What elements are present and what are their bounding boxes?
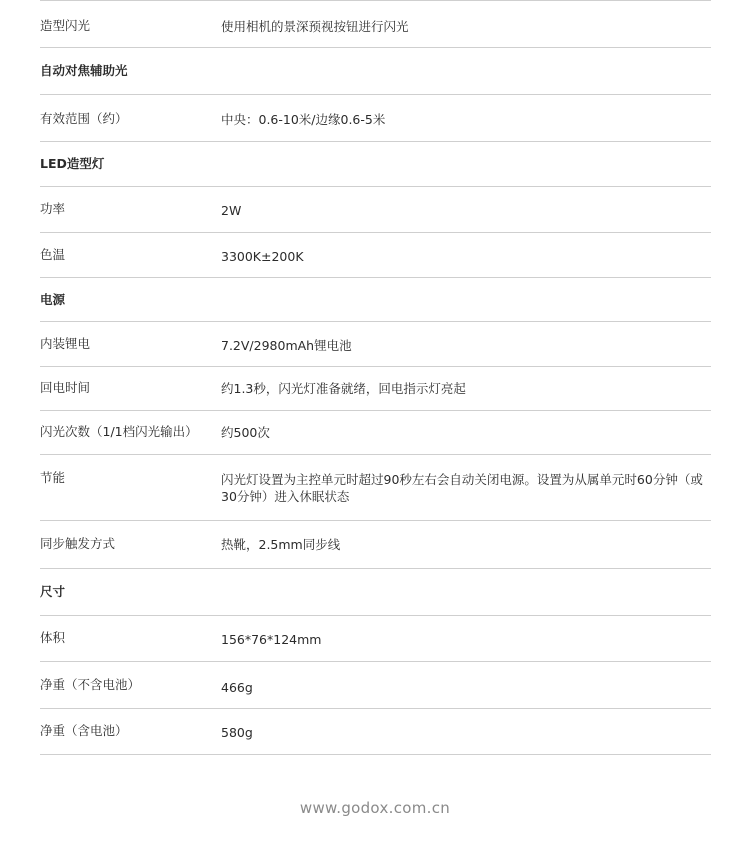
spec-row-power: [40, 187, 711, 233]
spec-value: 中央：0.6-10米/边缘0.6-5米: [221, 112, 386, 127]
spec-label: 造型闪光: [40, 18, 91, 33]
spec-label: 内装锂电: [40, 336, 91, 351]
spec-label: 体积: [40, 630, 66, 645]
spec-value: 580g: [221, 725, 253, 740]
spec-row-recycle-time: [40, 367, 711, 411]
spec-value: 156*76*124mm: [221, 632, 322, 647]
spec-value: 使用相机的景深预视按钮进行闪光: [221, 19, 409, 34]
website-url: www.godox.com.cn: [299, 799, 451, 817]
spec-row-flash-count: [40, 411, 711, 455]
section-dimensions: [40, 569, 711, 616]
section-title: 尺寸: [40, 584, 66, 599]
spec-row-modeling-flash: [40, 0, 711, 48]
spec-value: 热靴，2.5mm同步线: [221, 537, 341, 552]
spec-label: 净重（含电池）: [40, 723, 128, 738]
spec-label: 同步触发方式: [40, 536, 116, 551]
spec-value: 3300K±200K: [221, 249, 304, 264]
spec-row-net-weight-with-battery: [40, 709, 711, 755]
section-title: 电源: [40, 292, 66, 307]
spec-value: 2W: [221, 203, 242, 218]
spec-label: 节能: [40, 470, 66, 485]
spec-row-color-temperature: [40, 233, 711, 278]
spec-value: 7.2V/2980mAh锂电池: [221, 338, 352, 353]
spec-label: 色温: [40, 247, 66, 262]
spec-row-built-in-battery: [40, 322, 711, 367]
section-title: LED造型灯: [40, 156, 105, 171]
section-title: 自动对焦辅助光: [40, 63, 128, 78]
spec-row-power-saving: [40, 455, 711, 521]
spec-row-effective-range: [40, 95, 711, 142]
spec-row-volume: [40, 616, 711, 662]
spec-row-sync-mode: [40, 521, 711, 569]
spec-label: 闪光次数（1/1档闪光输出）: [40, 424, 198, 439]
spec-value: 466g: [221, 680, 253, 695]
spec-label: 功率: [40, 201, 66, 216]
section-af-assist-light: [40, 48, 711, 95]
spec-value: 约1.3秒，闪光灯准备就绪，回电指示灯亮起: [221, 381, 466, 396]
section-led-modeling-lamp: [40, 142, 711, 187]
spec-row-net-weight-without-battery: [40, 662, 711, 709]
section-power-source: [40, 278, 711, 322]
spec-label: 净重（不含电池）: [40, 677, 141, 692]
spec-label: 有效范围（约）: [40, 111, 128, 126]
spec-value: 闪光灯设置为主控单元时超过90秒左右会自动关闭电源。设置为从属单元时60分钟（或30分钟）进入休眠状态: [221, 472, 703, 504]
spec-table: [40, 0, 711, 755]
spec-value: 约500次: [221, 425, 270, 440]
spec-label: 回电时间: [40, 380, 91, 395]
